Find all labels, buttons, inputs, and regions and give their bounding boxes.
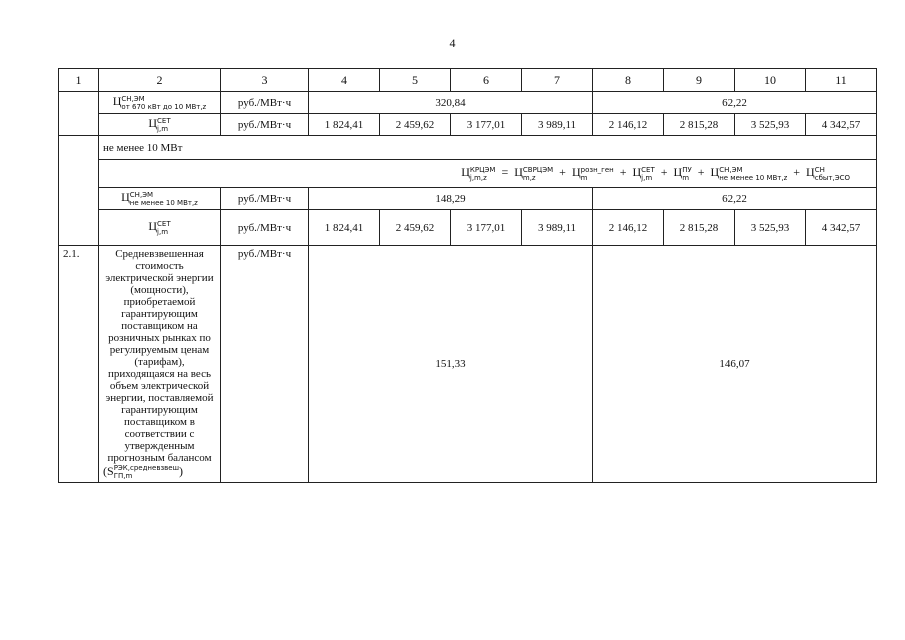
section-row: [59, 136, 877, 160]
symbol-cell: [99, 114, 221, 136]
header-cell: 6: [451, 69, 522, 92]
value-cell: 3 177,01: [451, 210, 522, 246]
value-cell: 3 525,93: [735, 210, 806, 246]
value-cell: 320,84: [309, 92, 593, 114]
symbol-cell: [99, 188, 221, 210]
row-number-cell: 2.1.: [59, 246, 99, 483]
value-cell: 62,22: [593, 188, 877, 210]
table-row-2-1: [59, 246, 877, 483]
header-cell: 7: [522, 69, 593, 92]
symbol-set: Ц СЕТ j,m: [148, 219, 171, 236]
page-number: 4: [449, 36, 456, 50]
section-title: не менее 10 МВт: [99, 136, 877, 160]
header-cell: 9: [664, 69, 735, 92]
value-cell: 2 146,12: [593, 114, 664, 136]
row-number-cell: [59, 92, 99, 136]
description-cell: [99, 246, 221, 483]
value-cell: 4 342,57: [806, 114, 877, 136]
unit-cell: руб./МВт·ч: [221, 210, 309, 246]
unit-cell: руб./МВт·ч: [221, 188, 309, 210]
header-cell: 2: [99, 69, 221, 92]
symbol-cell: [99, 210, 221, 246]
value-cell: 2 815,28: [664, 210, 735, 246]
table-row-set-2: [59, 210, 877, 246]
value-cell: 3 989,11: [522, 114, 593, 136]
value-cell: 148,29: [309, 188, 593, 210]
value-cell: 151,33: [309, 246, 593, 483]
value-cell: 1 824,41: [309, 210, 380, 246]
header-cell: 10: [735, 69, 806, 92]
unit-cell: руб./МВт·ч: [221, 246, 309, 483]
value-cell: 2 459,62: [380, 210, 451, 246]
value-cell: 1 824,41: [309, 114, 380, 136]
value-cell: 4 342,57: [806, 210, 877, 246]
symbol-cell: [99, 92, 221, 114]
value-cell: 146,07: [593, 246, 877, 483]
symbol-snm-10: Ц СН,ЭМ не менее 10 МВт,z: [121, 190, 198, 207]
value-cell: 2 815,28: [664, 114, 735, 136]
tariff-table: [58, 68, 877, 483]
symbol-snm-670: Ц СН,ЭМ от 670 кВт до 10 МВт,z: [112, 94, 207, 111]
header-row: [59, 69, 877, 92]
header-cell: 1: [59, 69, 99, 92]
unit-cell: руб./МВт·ч: [221, 114, 309, 136]
table-row-snm-670: [59, 92, 877, 114]
value-cell: 2 146,12: [593, 210, 664, 246]
description-text: Средневзвешенная стоимость электрической энергии (мощности), приобретаемой гарантирующим поставщиком на розничных рынках по регулируемым ценам (тарифам), приходящаяся на весь объем электрической энергии, поставляемой гарантирующим поставщиком в соответствии с утвержденным прогнозным балансом: [105, 248, 214, 464]
row-number-cell: [59, 136, 99, 246]
header-cell: 5: [380, 69, 451, 92]
table-row-set-1: [59, 114, 877, 136]
header-cell: 11: [806, 69, 877, 92]
symbol-set: Ц СЕТ j,m: [148, 116, 171, 133]
formula-row: [59, 160, 877, 188]
price-formula: Ц КРЦЭМ j,m,z = Ц СВРЦЭМ m,z + Ц розн_ген m + Ц СЕТ j,m + Ц ПУ m + Ц СН,ЭМ не менее 10 МВт,z + Ц СН сбыт,ЭСО: [99, 160, 877, 188]
symbol-s-gp: (S РЭК,средневзвеш ГП,m ): [103, 463, 183, 480]
table-row-snm-10: [59, 188, 877, 210]
value-cell: 62,22: [593, 92, 877, 114]
header-cell: 4: [309, 69, 380, 92]
value-cell: 3 177,01: [451, 114, 522, 136]
unit-cell: руб./МВт·ч: [221, 92, 309, 114]
header-cell: 8: [593, 69, 664, 92]
header-cell: 3: [221, 69, 309, 92]
value-cell: 2 459,62: [380, 114, 451, 136]
value-cell: 3 525,93: [735, 114, 806, 136]
value-cell: 3 989,11: [522, 210, 593, 246]
